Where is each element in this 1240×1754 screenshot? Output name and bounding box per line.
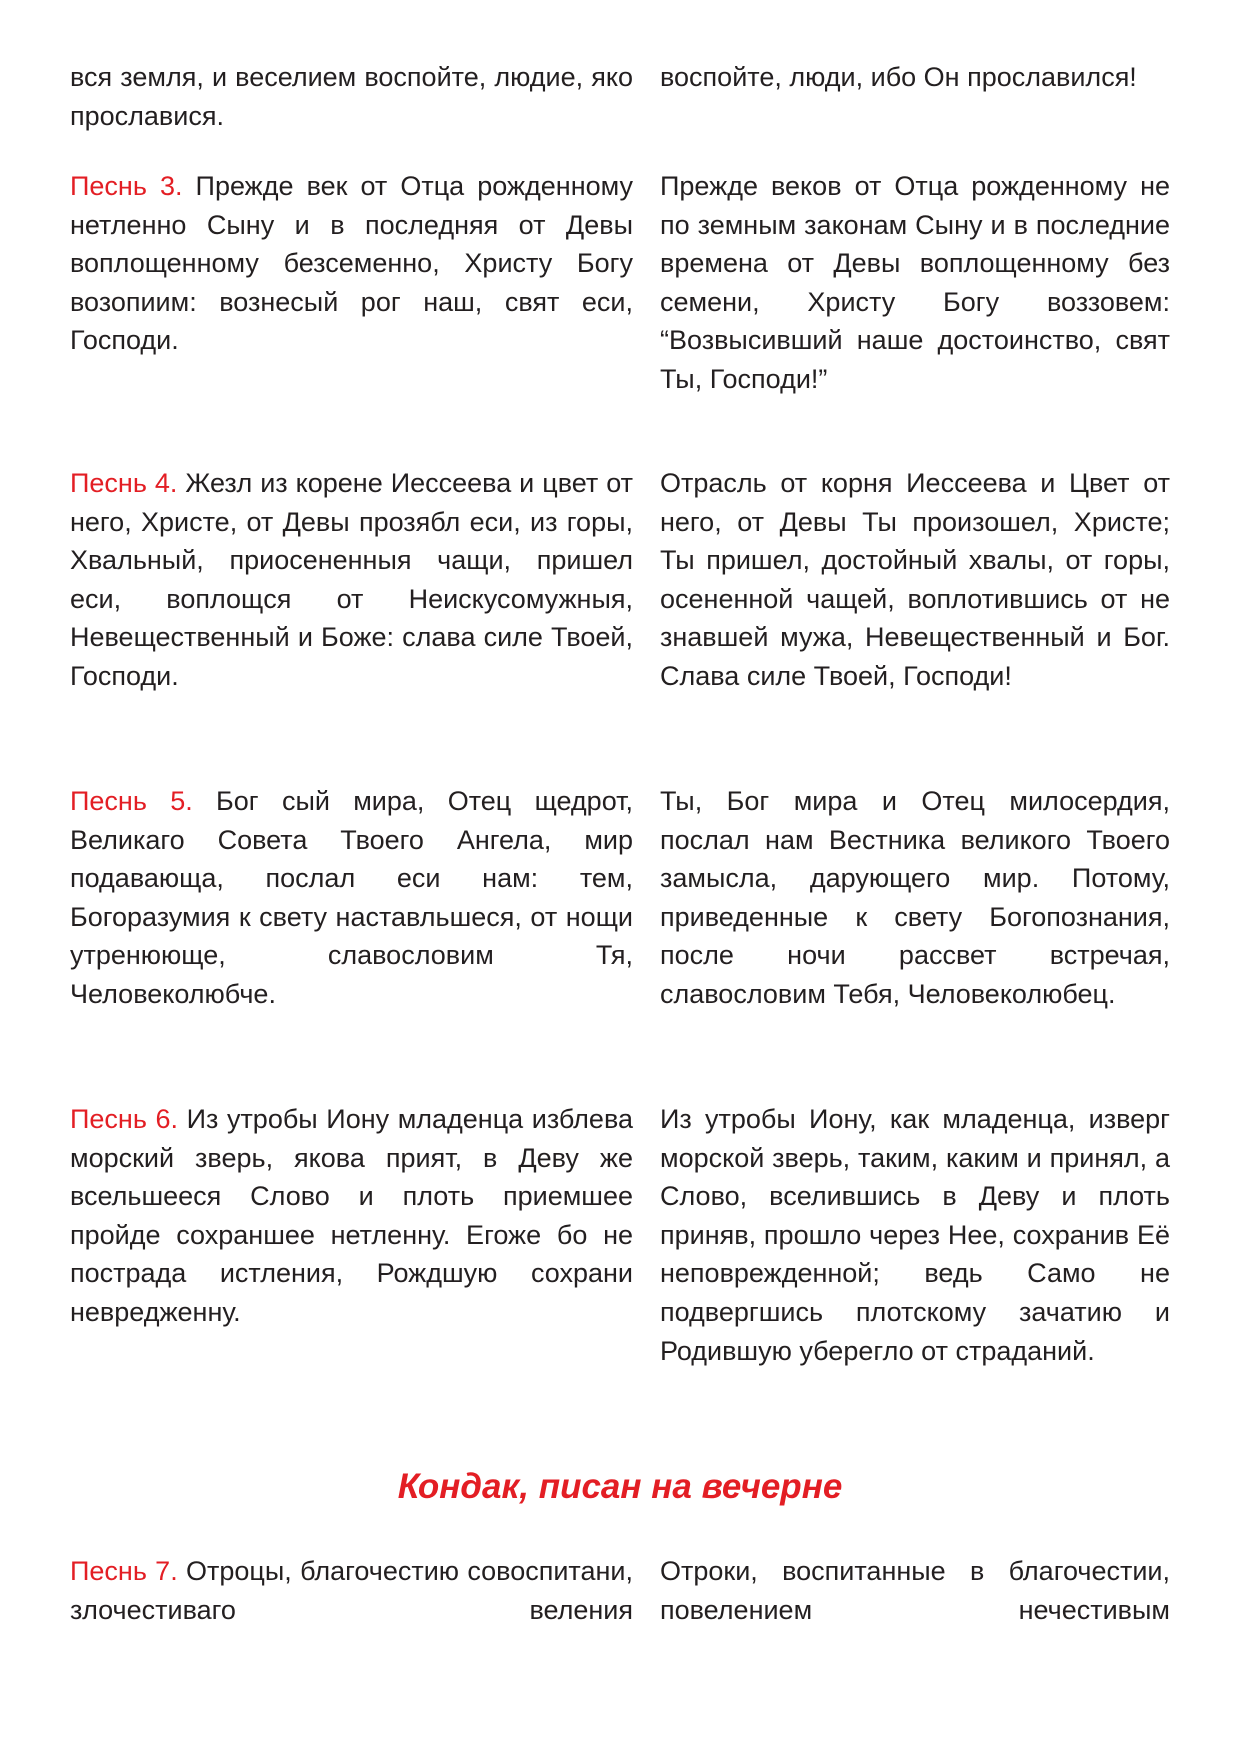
verse-block-2: [70, 167, 1170, 399]
translation-text: Отроки, воспитанные в благочестии, повелением нечестивым: [660, 1556, 1170, 1625]
verse-text: Бог сый мира, Отец щедрот, Великаго Совета Твоего Ангела, мир подавающа, послал еси нам: тем, Богоразумия к свету наставльшеся, от нощи утренююще, славословим Тя, Человеколюбче.: [70, 786, 633, 1009]
verse-old-text: [70, 464, 633, 696]
song-label: Песнь 7.: [70, 1556, 178, 1586]
verse-text: Отроцы, благочестию совоспитани, злочестиваго веления: [70, 1556, 633, 1625]
translation-text: Отрасль от корня Иессеева и Цвет от него, от Девы Ты произошел, Христе; Ты пришел, достойный хвалы, от горы, осененной чащей, воплотившись от не знавшей мужа, Невещественный и Бог. Слава силе Твоей, Господи!: [660, 468, 1170, 691]
verse-translation: [660, 58, 1170, 135]
verse-block-6: [70, 1552, 1170, 1629]
verse-translation: [660, 464, 1170, 696]
verse-old-text: [70, 1552, 633, 1629]
translation-text: воспойте, люди, ибо Он прославился!: [660, 62, 1137, 92]
verse-translation: [660, 782, 1170, 1014]
verse-old-text: [70, 782, 633, 1014]
verse-text: Из утробы Иону младенца изблева морский зверь, якова прият, в Деву же всельшееся Слово и плоть приемшее пройде сохраншее нетленну. Егоже бо не пострада истления, Рождшую сохрани невредженну.: [70, 1104, 633, 1327]
verse-old-text: [70, 167, 633, 399]
song-label: Песнь 5.: [70, 786, 193, 816]
verse-old-text: [70, 58, 633, 135]
verse-block-4: [70, 782, 1170, 1014]
song-label: Песнь 3.: [70, 171, 183, 201]
verse-old-text: [70, 1100, 633, 1370]
verse-text: Жезл из корене Иессеева и цвет от него, Христе, от Девы прозябл еси, из горы, Хвальный, приосененныя чащи, пришел еси, воплощся от Неискусомужныя, Невещественный и Боже: слава силе Твоей, Господи.: [70, 468, 633, 691]
section-heading: Кондак, писан на вечерне: [397, 1467, 843, 1506]
verse-block-5: [70, 1100, 1170, 1370]
song-label: Песнь 4.: [70, 468, 178, 498]
verse-translation: [660, 1552, 1170, 1629]
translation-text: Прежде веков от Отца рожденному не по земным законам Сыну и в последние времена от Девы воплощенному без семени, Христу Богу воззовем: “Возвысивший наше достоинство, свят Ты, Господи!”: [660, 171, 1170, 394]
translation-text: Ты, Бог мира и Отец милосердия, послал нам Вестника великого Твоего замысла, дарующего мир. Потому, приведенные к свету Богопознания, после ночи рассвет встречая, славословим Тебя, Человеколюбец.: [660, 786, 1170, 1009]
verse-block-3: [70, 464, 1170, 696]
verse-translation: [660, 1100, 1170, 1370]
verse-text: Прежде век от Отца рожденному нетленно Сыну и в последняя от Девы воплощенному безсеменно, Христу Богу возопиим: вознесый рог наш, свят еси, Господи.: [70, 171, 633, 356]
song-label: Песнь 6.: [70, 1104, 178, 1134]
translation-text: Из утробы Иону, как младенца, изверг морской зверь, таким, каким и принял, а Слово, вселившись в Деву и плоть приняв, прошло через Нее, сохранив Её неповрежденной; ведь Само не подвергшись плотскому зачатию и Родившую уберегло от страданий.: [660, 1104, 1170, 1366]
verse-text: вся земля, и веселием воспойте, людие, яко прославися.: [70, 62, 633, 131]
verse-block-1: [70, 58, 1170, 135]
verse-translation: [660, 167, 1170, 399]
